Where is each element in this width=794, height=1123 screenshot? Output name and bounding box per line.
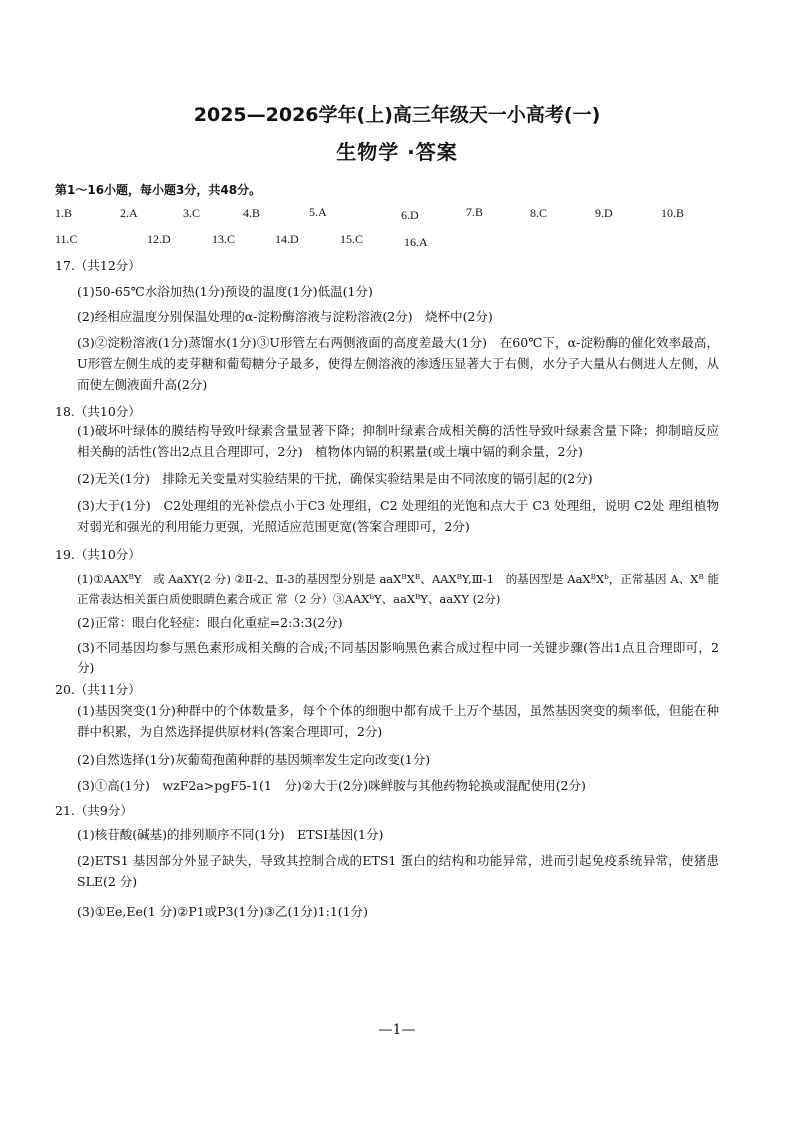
- answer-part: (1)①AAXᴮY 或 AaXY(2 分) ②Ⅱ-2、Ⅱ-3的基因型分别是 aaXᴮXᴮ、AAXᴮY,Ⅲ-1 的基因型是 AaXᴮXᵇ，正常基因 A、Xᴮ 能正常表达相关蛋白质使眼睛色素合成正 常（2 分）③AAXᵇY、aaXᴮY、aaXY (2分): [77, 572, 719, 606]
- answer-part: (3)①高(1分) wzF2a>pgF5-1(1 分)②大于(2分)咪鲜胺与其他药物轮换或混配使用(2分): [77, 778, 586, 793]
- choice-answer: 10.B: [661, 206, 685, 220]
- answer-part: (2)正常：眼白化轻症：眼白化重症=2:3:3(2分): [77, 615, 343, 630]
- choice-answer: 4.B: [243, 206, 261, 220]
- choice-answer: 3.C: [183, 206, 201, 220]
- answer-part: (3)不同基因均参与黑色素形成相关酶的合成;不同基因影响黑色素合成过程中同一关键步骤(答出1点且合理即可，2分): [77, 640, 719, 675]
- choice-answer: 9.D: [595, 206, 613, 220]
- choice-answer: 13.C: [212, 232, 236, 246]
- answer-part: (1)破坏叶绿体的膜结构导致叶绿素含量显著下降；抑制叶绿素合成相关酶的活性导致叶绿素含量下降；抑制暗反应相关酶的活性(答出2点且合理即可，2分) 植物体内镉的积累量(或土壤中镉的剩余量，2分): [77, 423, 719, 459]
- choice-answer: 2.A: [120, 206, 138, 220]
- page-number: —1—: [378, 1022, 416, 1038]
- document-title: 2025—2026学年(上)高三年级天一小高考(一): [193, 104, 601, 126]
- choice-answer: 12.D: [147, 232, 171, 246]
- answer-part: (1)核苷酸(碱基)的排列顺序不同(1分) ETSI基因(1分): [77, 827, 384, 842]
- choice-answer: 1.B: [55, 206, 73, 220]
- question-header: 21.（共9分）: [55, 803, 133, 818]
- choice-answer: 14.D: [275, 232, 299, 246]
- document-subtitle: 生物学 ·答案: [336, 140, 458, 164]
- question-header: 17.（共12分）: [55, 258, 141, 273]
- answer-part: (1)基因突变(1分)种群中的个体数量多，每个个体的细胞中都有成千上万个基因，虽然基因突变的频率低，但能在种群中积累，为自然选择提供原材料(答案合理即可，2分): [77, 703, 719, 739]
- answer-part: (2)无关(1分) 排除无关变量对实验结果的干扰，确保实验结果是由不同浓度的镉引起的(2分): [77, 471, 593, 486]
- question-header: 19.（共10分）: [55, 547, 141, 562]
- question-header: 20.（共11分）: [55, 682, 141, 697]
- choice-answer: 7.B: [466, 205, 484, 219]
- answer-part: (3)①Ee,Ee(1 分)②P1或P3(1分)③乙(1分)1:1(1分): [77, 904, 368, 919]
- answer-part: (3)大于(1分) C2处理组的光补偿点小于C3 处理组，C2 处理组的光饱和点大于 C3 处理组，说明 C2处 理组植物对弱光和强光的利用能力更强，光照适应范围更宽(答案合理即可，2分): [77, 498, 719, 534]
- choice-answer: 6.D: [401, 208, 419, 222]
- question-header: 18.（共10分）: [55, 404, 141, 419]
- choice-answer: 16.A: [404, 235, 428, 249]
- answer-part: (3)②淀粉溶液(1分)蒸馏水(1分)③U形管左右两侧液面的高度差最大(1分) 在60℃下，α-淀粉酶的催化效率最高，U形管左侧生成的麦芽糖和葡萄糖分子最多，使得左侧溶液的渗透压显著大于右侧，水分子大量从右侧进人左侧，从而使左侧液面升高(2分): [77, 335, 719, 392]
- choice-answer: 11.C: [55, 232, 78, 246]
- answer-part: (2)ETS1 基因部分外显子缺失，导致其控制合成的ETS1 蛋白的结构和功能异常，进而引起免疫系统异常，使猪患SLE(2 分): [77, 853, 719, 889]
- answer-part: (1)50-65℃水浴加热(1分)预设的温度(1分)低温(1分): [77, 284, 373, 299]
- choice-answer: 8.C: [530, 206, 548, 220]
- choice-answer: 5.A: [309, 205, 327, 219]
- answer-part: (2)自然选择(1分)灰葡萄孢菌种群的基因频率发生定向改变(1分): [77, 752, 431, 767]
- choice-answer: 15.C: [340, 232, 364, 246]
- answer-part: (2)经相应温度分别保温处理的α-淀粉酶溶液与淀粉溶液(2分) 烧杯中(2分): [77, 309, 493, 324]
- section-header: 第1～16小题，每小题3分，共48分。: [55, 183, 262, 197]
